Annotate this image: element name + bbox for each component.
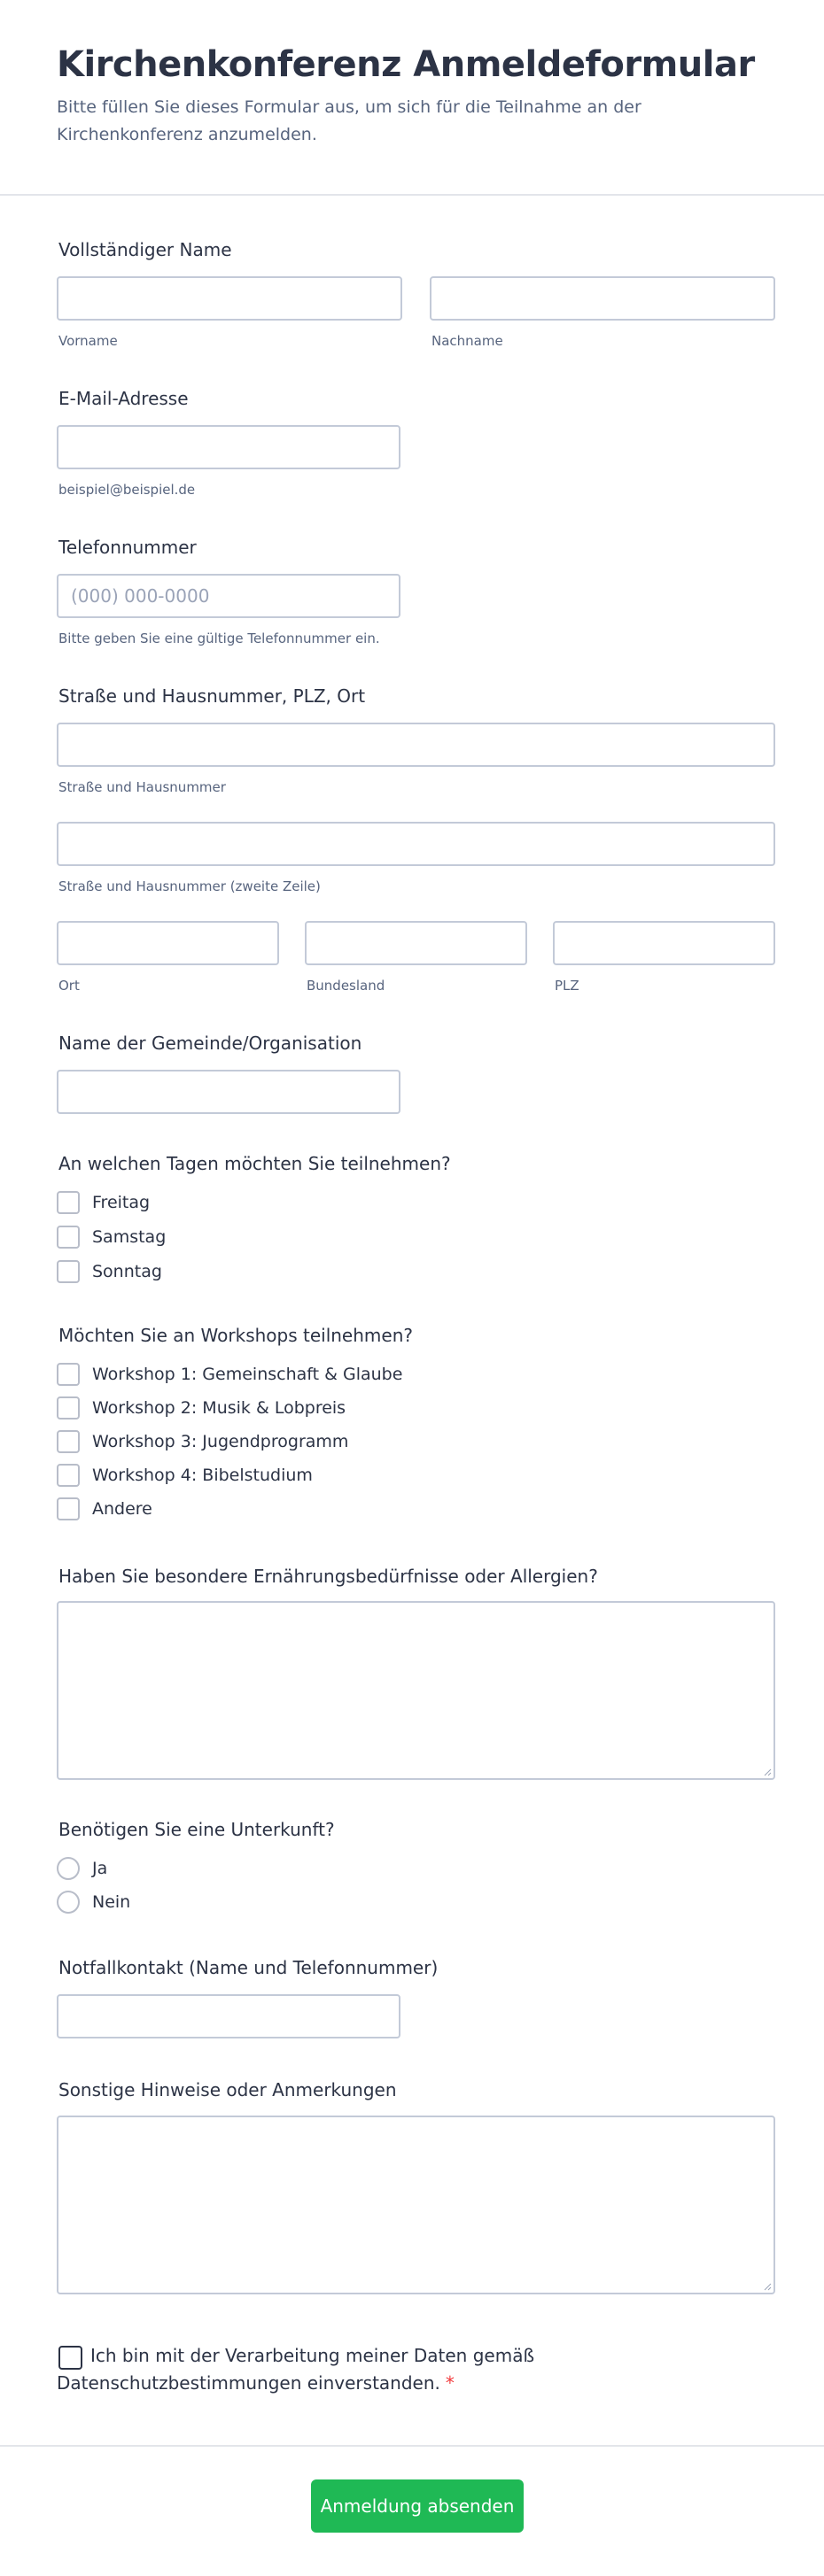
workshop-1-checkbox[interactable] (57, 1363, 80, 1386)
workshop-option-other[interactable] (57, 1497, 402, 1520)
last-name-sublabel: Nachname (431, 333, 503, 349)
state-input[interactable] (305, 921, 527, 965)
city-input[interactable] (57, 921, 279, 965)
accommodation-option-label: Nein (92, 1892, 131, 1912)
accommodation-options (57, 1857, 130, 1914)
organization-label: Name der Gemeinde/Organisation (58, 1033, 362, 1054)
resize-grip-icon[interactable] (763, 1768, 772, 1776)
day-option-label: Sonntag (92, 1262, 162, 1281)
zip-sublabel: PLZ (555, 978, 579, 994)
workshop-2-checkbox[interactable] (57, 1396, 80, 1420)
workshop-option-label: Workshop 3: Jugendprogramm (92, 1432, 349, 1451)
dietary-textarea[interactable] (57, 1601, 775, 1780)
workshop-option-2[interactable] (57, 1396, 402, 1420)
notes-field (57, 2116, 775, 2294)
dietary-field (57, 1601, 775, 1780)
form-description: Bitte füllen Sie dieses Formular aus, um sich für die Teilnahme an der Kirchenkonferenz anzumelden. (57, 97, 641, 144)
workshop-4-checkbox[interactable] (57, 1464, 80, 1487)
header-divider (0, 194, 824, 196)
workshop-3-checkbox[interactable] (57, 1430, 80, 1453)
city-sublabel: Ort (58, 978, 80, 994)
state-sublabel: Bundesland (307, 978, 385, 994)
emergency-contact-input[interactable] (57, 1994, 400, 2038)
full-name-label: Vollständiger Name (58, 239, 232, 260)
yes-radio[interactable] (57, 1857, 80, 1880)
day-option-friday[interactable] (57, 1191, 166, 1214)
notes-textarea[interactable] (57, 2116, 775, 2294)
phone-label: Telefonnummer (58, 537, 197, 558)
workshop-option-label: Andere (92, 1499, 152, 1519)
consent-label (57, 2342, 553, 2397)
accommodation-option-no[interactable] (57, 1891, 130, 1914)
street-line1-sublabel: Straße und Hausnummer (58, 779, 226, 795)
street-line2-input[interactable] (57, 822, 775, 866)
first-name-input[interactable] (57, 276, 402, 321)
phone-sublabel: Bitte geben Sie eine gültige Telefonnummer ein. (58, 630, 380, 646)
last-name-input[interactable] (430, 276, 775, 321)
notes-label: Sonstige Hinweise oder Anmerkungen (58, 2079, 397, 2100)
first-name-sublabel: Vorname (58, 333, 118, 349)
accommodation-label: Benötigen Sie eine Unterkunft? (58, 1819, 335, 1840)
day-option-label: Freitag (92, 1193, 151, 1212)
days-label: An welchen Tagen möchten Sie teilnehmen? (58, 1153, 451, 1174)
accommodation-option-yes[interactable] (57, 1857, 130, 1880)
email-sublabel: beispiel@beispiel.de (58, 482, 196, 498)
workshop-option-label: Workshop 4: Bibelstudium (92, 1466, 313, 1485)
footer-divider (0, 2445, 824, 2447)
no-radio[interactable] (57, 1891, 80, 1914)
phone-input[interactable] (57, 574, 400, 618)
zip-input[interactable] (553, 921, 775, 965)
emergency-contact-label: Notfallkontakt (Name und Telefonnummer) (58, 1957, 439, 1978)
friday-checkbox[interactable] (57, 1191, 80, 1214)
form-title: Kirchenkonferenz Anmeldeformular (57, 44, 755, 85)
workshop-other-checkbox[interactable] (57, 1497, 80, 1520)
day-option-label: Samstag (92, 1227, 167, 1247)
workshop-option-label: Workshop 1: Gemeinschaft & Glaube (92, 1365, 403, 1384)
street-line1-input[interactable] (57, 723, 775, 767)
workshop-option-label: Workshop 2: Musik & Lobpreis (92, 1398, 346, 1418)
workshops-label: Möchten Sie an Workshops teilnehmen? (58, 1325, 413, 1346)
sunday-checkbox[interactable] (57, 1260, 80, 1283)
workshop-option-3[interactable] (57, 1430, 402, 1453)
dietary-label: Haben Sie besondere Ernährungsbedürfnisse oder Allergien? (58, 1566, 598, 1587)
submit-button[interactable]: Anmeldung absenden (311, 2479, 524, 2533)
email-input[interactable] (57, 425, 400, 469)
workshop-option-4[interactable] (57, 1464, 402, 1487)
required-asterisk: * (445, 2372, 455, 2394)
address-label: Straße und Hausnummer, PLZ, Ort (58, 685, 366, 707)
day-option-sunday[interactable] (57, 1260, 166, 1283)
accommodation-option-label: Ja (92, 1859, 108, 1878)
street-line2-sublabel: Straße und Hausnummer (zweite Zeile) (58, 878, 321, 894)
saturday-checkbox[interactable] (57, 1226, 80, 1249)
resize-grip-icon[interactable] (763, 2282, 772, 2291)
days-options (57, 1191, 166, 1283)
workshop-option-1[interactable] (57, 1363, 402, 1386)
email-label: E-Mail-Adresse (58, 388, 189, 409)
consent-text: Ich bin mit der Verarbeitung meiner Daten gemäß Datenschutzbestimmungen einverstanden. (57, 2345, 535, 2394)
organization-input[interactable] (57, 1070, 400, 1114)
day-option-saturday[interactable] (57, 1226, 166, 1249)
workshop-options (57, 1363, 402, 1520)
